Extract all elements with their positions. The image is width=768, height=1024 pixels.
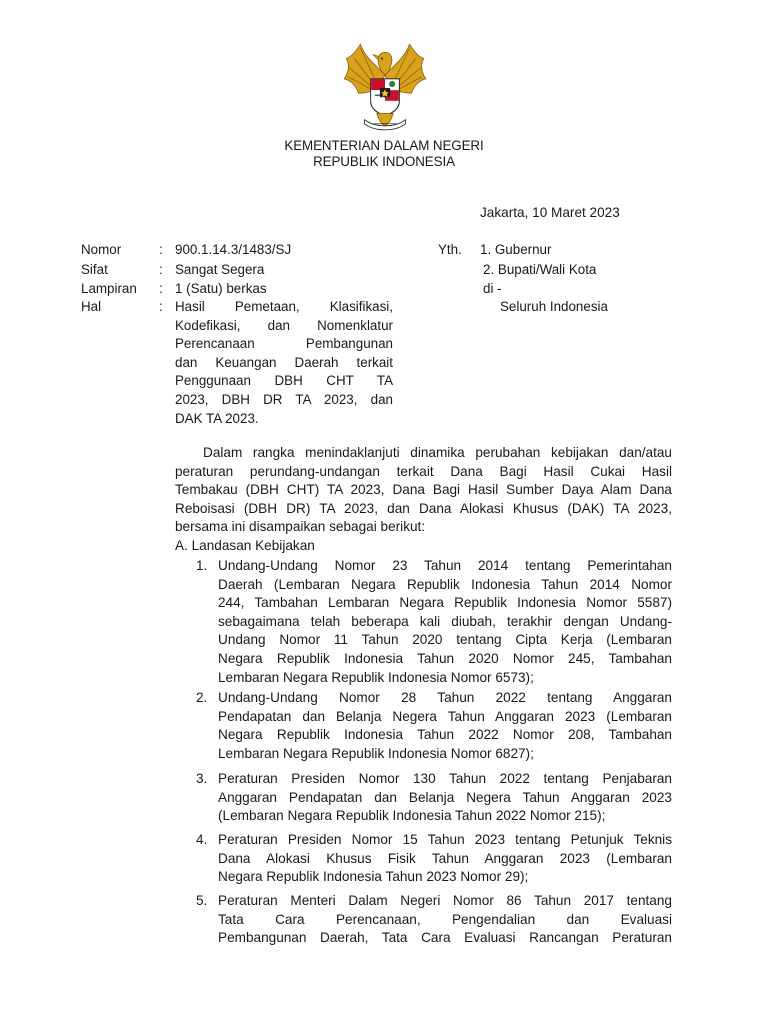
recipient-bupati: 2. Bupati/Wali Kota xyxy=(483,262,597,277)
recipient-gubernur: 1. Gubernur xyxy=(480,242,552,257)
item-number: 4. xyxy=(196,832,208,847)
item-text xyxy=(218,557,672,687)
item-line: Negara Republik Indonesia Tahun 2020 Nomor 245, Tambahan xyxy=(218,650,672,666)
item-number: 1. xyxy=(196,558,208,573)
item-line: (Lembaran Negara Republik Indonesia Tahun 2022 Nomor 215); xyxy=(218,808,606,824)
yth-label: Yth. xyxy=(438,242,462,257)
item-line: Undang Nomor 11 Tahun 2020 tentang Cipta Kerja (Lembaran xyxy=(218,632,672,648)
sifat-value: Sangat Segera xyxy=(175,262,265,277)
nomor-value: 900.1.14.3/1483/SJ xyxy=(175,242,292,257)
item-number: 3. xyxy=(196,771,208,786)
item-line: Pembangunan Daerah, Tata Cara Evaluasi Rancangan Peraturan xyxy=(218,930,672,946)
hal-line: 2023, DBH DR TA 2023, dan xyxy=(175,391,393,407)
nomor-colon: : xyxy=(159,242,163,257)
ministry-country: REPUBLIK INDONESIA xyxy=(313,153,455,169)
intro-line: Reboisasi (DBH DR) TA 2023, dan Dana Alokasi Khusus (DAK) TA 2023, xyxy=(175,500,672,516)
intro-line: peraturan perundang-undangan terkait Dana Bagi Hasil Cukai Hasil xyxy=(175,463,672,479)
hal-label: Hal xyxy=(81,299,102,314)
intro-line: bersama ini disampaikan sebagai berikut: xyxy=(175,519,426,535)
item-text xyxy=(218,831,672,887)
lampiran-value: 1 (Satu) berkas xyxy=(175,281,267,296)
hal-line: Perencanaan Pembangunan xyxy=(175,336,393,352)
item-line: Peraturan Presiden Nomor 130 Tahun 2022 tentang Penjabaran xyxy=(218,771,672,786)
letter-date: Jakarta, 10 Maret 2023 xyxy=(480,205,620,220)
item-line: Anggaran Pendapatan dan Belanja Negera Tahun Anggaran 2023 xyxy=(218,789,672,805)
lampiran-colon: : xyxy=(159,281,163,296)
hal-line: Penggunaan DBH CHT TA xyxy=(175,373,393,389)
intro-line: Dalam rangka menindaklanjuti dinamika perubahan kebijakan dan/atau xyxy=(203,445,672,460)
item-line: Dana Alokasi Khusus Fisik Tahun Anggaran 2023 (Lembaran xyxy=(218,850,672,866)
item-line: Negara Republik Indonesia Tahun 2022 Nomor 208, Tambahan xyxy=(218,727,672,743)
item-line: Negara Republik Indonesia Tahun 2023 Nomor 29); xyxy=(218,869,529,885)
sifat-colon: : xyxy=(159,262,163,277)
sifat-label: Sifat xyxy=(81,262,108,277)
section-heading: A. Landasan Kebijakan xyxy=(175,538,315,553)
item-line: Lembaran Negara Republik Indonesia Nomor 6827); xyxy=(218,745,534,761)
item-line: sebagaimana telah beberapa kali diubah, terakhir dengan Undang- xyxy=(218,613,672,629)
nomor-label: Nomor xyxy=(81,242,122,257)
intro-line: Tembakau (DBH CHT) TA 2023, Dana Bagi Hasil Sumber Daya Alam Dana xyxy=(175,482,672,498)
lampiran-label: Lampiran xyxy=(81,281,137,296)
hal-value xyxy=(175,298,393,428)
item-text xyxy=(218,770,672,826)
ministry-name: KEMENTERIAN DALAM NEGERI xyxy=(284,138,484,153)
hal-line: Kodefikasi, dan Nomenklatur xyxy=(175,317,393,333)
item-text xyxy=(218,689,672,763)
item-line: 244, Tambahan Lembaran Negara Republik Indonesia Nomor 5587) xyxy=(218,595,672,611)
item-number: 2. xyxy=(196,690,208,705)
item-line: Undang-Undang Nomor 23 Tahun 2014 tentang Pemerintahan xyxy=(218,558,672,573)
meta-hal xyxy=(81,298,393,428)
recipient-location: Seluruh Indonesia xyxy=(500,299,608,314)
garuda-pancasila-emblem-icon xyxy=(334,34,436,136)
hal-line: Hasil Pemetaan, Klasifikasi, xyxy=(175,299,393,314)
item-line: Peraturan Menteri Dalam Negeri Nomor 86 Tahun 2017 tentang xyxy=(218,893,672,908)
hal-line: DAK TA 2023. xyxy=(175,410,259,426)
item-line: Undang-Undang Nomor 28 Tahun 2022 tentang Anggaran xyxy=(218,690,672,705)
item-text xyxy=(218,892,672,948)
hal-colon: : xyxy=(159,299,163,314)
item-line: Daerah (Lembaran Negara Republik Indonesia Tahun 2014 Nomor xyxy=(218,576,672,592)
item-line: Pendapatan dan Belanja Negera Tahun Anggaran 2023 (Lembaran xyxy=(218,708,672,724)
hal-line: dan Keuangan Daerah terkait xyxy=(175,354,393,370)
item-line: Lembaran Negara Republik Indonesia Nomor 6573); xyxy=(218,669,534,685)
item-line: Peraturan Presiden Nomor 15 Tahun 2023 tentang Petunjuk Teknis xyxy=(218,832,672,847)
item-number: 5. xyxy=(196,893,208,908)
recipient-di: di - xyxy=(483,281,502,296)
ministry-header xyxy=(184,138,584,169)
item-line: Tata Cara Perencanaan, Pengendalian dan Evaluasi xyxy=(218,911,672,927)
intro-paragraph xyxy=(175,444,672,537)
